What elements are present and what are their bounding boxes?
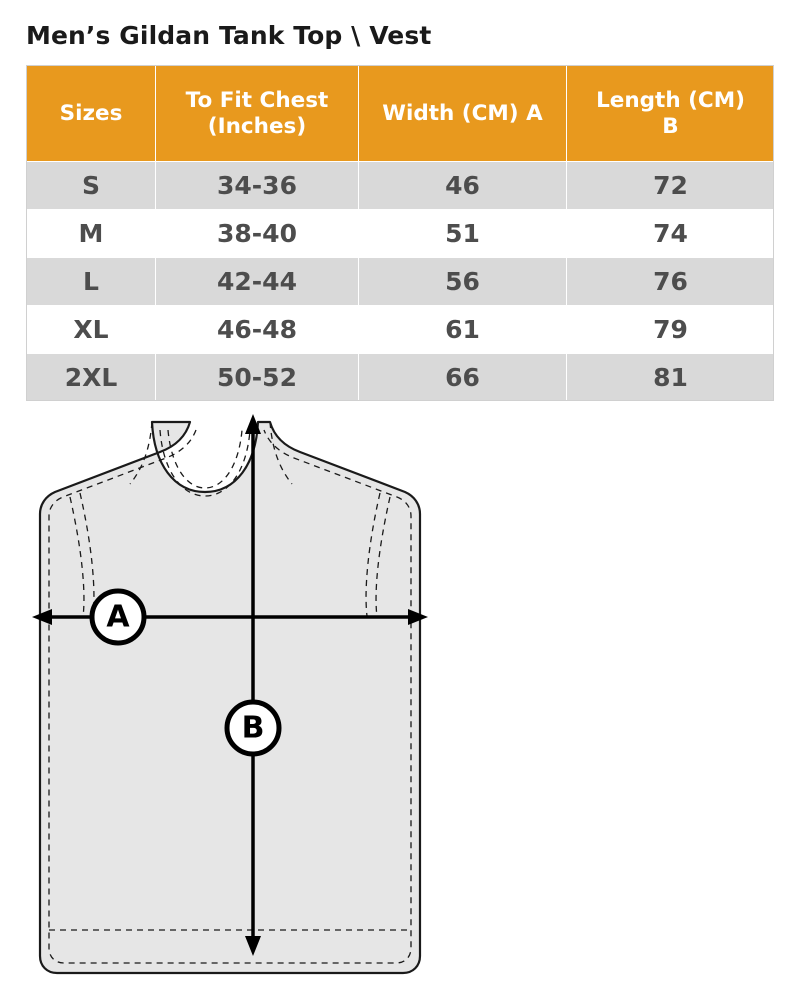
column-header-sizes-label: Sizes bbox=[59, 100, 123, 126]
column-header-length-line2: B bbox=[662, 113, 679, 139]
length-label: B bbox=[241, 710, 265, 746]
table-row bbox=[27, 210, 775, 258]
cell-size: S bbox=[27, 162, 156, 210]
table-row bbox=[27, 258, 775, 306]
cell-chest: 34-36 bbox=[156, 162, 359, 210]
column-header-length-line1: Length (CM) bbox=[596, 88, 745, 114]
table-header-row bbox=[27, 66, 775, 162]
cell-length: 79 bbox=[567, 306, 775, 354]
cell-width: 66 bbox=[359, 354, 567, 402]
cell-length: 76 bbox=[567, 258, 775, 306]
column-header-width bbox=[359, 66, 567, 162]
cell-chest: 50-52 bbox=[156, 354, 359, 402]
cell-width: 56 bbox=[359, 258, 567, 306]
table-row bbox=[27, 354, 775, 402]
column-header-width-label: Width (CM) A bbox=[382, 100, 543, 126]
column-header-chest-line2: (Inches) bbox=[207, 113, 307, 139]
column-header-sizes bbox=[27, 66, 156, 162]
cell-width: 61 bbox=[359, 306, 567, 354]
width-label: A bbox=[106, 599, 130, 635]
column-header-length bbox=[567, 66, 775, 162]
table-row bbox=[27, 162, 775, 210]
column-header-chest-line1: To Fit Chest bbox=[185, 88, 329, 114]
cell-size: M bbox=[27, 210, 156, 258]
cell-chest: 46-48 bbox=[156, 306, 359, 354]
cell-length: 74 bbox=[567, 210, 775, 258]
page-title: Men’s Gildan Tank Top \ Vest bbox=[26, 21, 432, 50]
cell-size: 2XL bbox=[27, 354, 156, 402]
cell-length: 72 bbox=[567, 162, 775, 210]
column-header-chest bbox=[156, 66, 359, 162]
garment-diagram bbox=[0, 400, 800, 985]
cell-width: 46 bbox=[359, 162, 567, 210]
table-header bbox=[27, 66, 775, 162]
cell-chest: 38-40 bbox=[156, 210, 359, 258]
cell-size: XL bbox=[27, 306, 156, 354]
size-chart-table bbox=[26, 65, 775, 402]
cell-length: 81 bbox=[567, 354, 775, 402]
cell-chest: 42-44 bbox=[156, 258, 359, 306]
table-body bbox=[27, 162, 775, 402]
cell-size: L bbox=[27, 258, 156, 306]
tank-top-illustration bbox=[40, 422, 420, 973]
table-row bbox=[27, 306, 775, 354]
cell-width: 51 bbox=[359, 210, 567, 258]
